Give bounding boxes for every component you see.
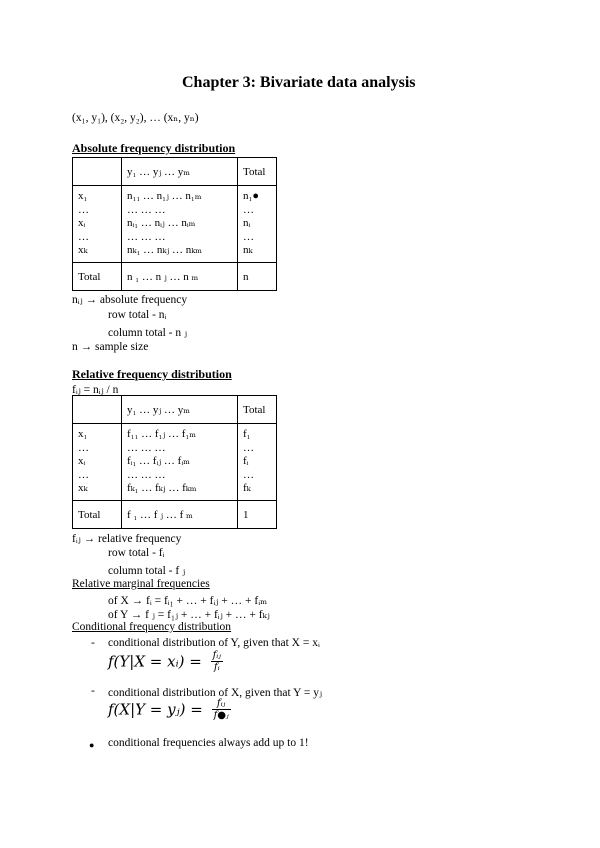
dash-marker: -: [91, 685, 95, 697]
relative-note-2: row total - fᵢ: [108, 547, 165, 559]
body-cells: n₁₁ … n₁ⱼ … n₁ₘ … … … nᵢ₁ … nᵢⱼ … nᵢₘ … … … nₖ₁ … nₖⱼ … nₖₘ: [122, 186, 238, 263]
row-labels: x₁ … xᵢ … xₖ: [73, 424, 122, 501]
footer-total: n: [238, 263, 277, 291]
footer-cols: n ₁ … n ⱼ … n ₘ: [122, 263, 238, 291]
bullet-icon: ●: [89, 740, 95, 750]
row-totals: f₁ … fᵢ … fₖ: [238, 424, 277, 501]
absolute-note-2: row total - nᵢ: [108, 309, 167, 321]
conditional-heading: Conditional frequency distribution: [72, 621, 232, 633]
row-totals: n₁● … nᵢ … nₖ: [238, 186, 277, 263]
corner-cell: [73, 158, 122, 186]
relative-frequency-table: [72, 395, 277, 529]
absolute-note-3: column total - n ⱼ: [108, 327, 188, 339]
relative-heading: Relative frequency distribution: [72, 367, 232, 381]
conditional-y-item: conditional distribution of Y, given that X = xᵢ: [108, 637, 320, 649]
footer-total: 1: [238, 501, 277, 529]
corner-cell: [73, 396, 122, 424]
marginal-heading: Relative marginal frequencies: [72, 578, 210, 590]
body-cells: f₁₁ … f₁ⱼ … f₁ₘ … … … fᵢ₁ … fᵢⱼ … fᵢₘ … … … fₖ₁ … fₖⱼ … fₖₘ: [122, 424, 238, 501]
formula-conditional-x: f(X|Y = yⱼ) = $\frac{\text{fᵢⱼ}}{\text{f●ⱼ}}$: [108, 698, 229, 721]
conditional-note: conditional frequencies always add up to 1!: [108, 737, 309, 749]
absolute-frequency-table: [72, 157, 277, 291]
absolute-note-1: nᵢⱼ → absolute frequency: [72, 294, 188, 306]
data-pairs: (x₁, y₁), (x₂, y₂), … (xₙ, yₙ): [72, 112, 199, 124]
absolute-note-4: n → sample size: [72, 341, 149, 353]
relative-note-1: fᵢⱼ → relative frequency: [72, 533, 182, 545]
header-total: Total: [238, 158, 277, 186]
footer-cols: f ₁ … f ⱼ … f ₘ: [122, 501, 238, 529]
footer-label: Total: [73, 501, 122, 529]
header-cols: y₁ … yⱼ … yₘ: [122, 396, 238, 424]
footer-label: Total: [73, 263, 122, 291]
relative-definition: fᵢⱼ = nᵢⱼ / n: [72, 384, 119, 396]
header-cols: y₁ … yⱼ … yₘ: [122, 158, 238, 186]
marginal-y: of Y → f ⱼ = f₁ⱼ + … + fᵢⱼ + … + fₖⱼ: [108, 609, 270, 621]
dash-marker: -: [91, 637, 95, 649]
relative-note-3: column total - f ⱼ: [108, 565, 186, 577]
marginal-x: of X → fᵢ = fᵢ₁ + … + fᵢⱼ + … + fᵢₘ: [108, 595, 268, 607]
row-labels: x₁ … xᵢ … xₖ: [73, 186, 122, 263]
conditional-x-item: conditional distribution of X, given that Y = yⱼ: [108, 687, 323, 699]
header-total: Total: [238, 396, 277, 424]
page-title: Chapter 3: Bivariate data analysis: [182, 74, 416, 91]
formula-conditional-y: f(Y|X = xᵢ) = $\frac{\text{fᵢⱼ}}{\text{fᵢ}}$: [108, 650, 221, 673]
absolute-heading: Absolute frequency distribution: [72, 141, 236, 155]
